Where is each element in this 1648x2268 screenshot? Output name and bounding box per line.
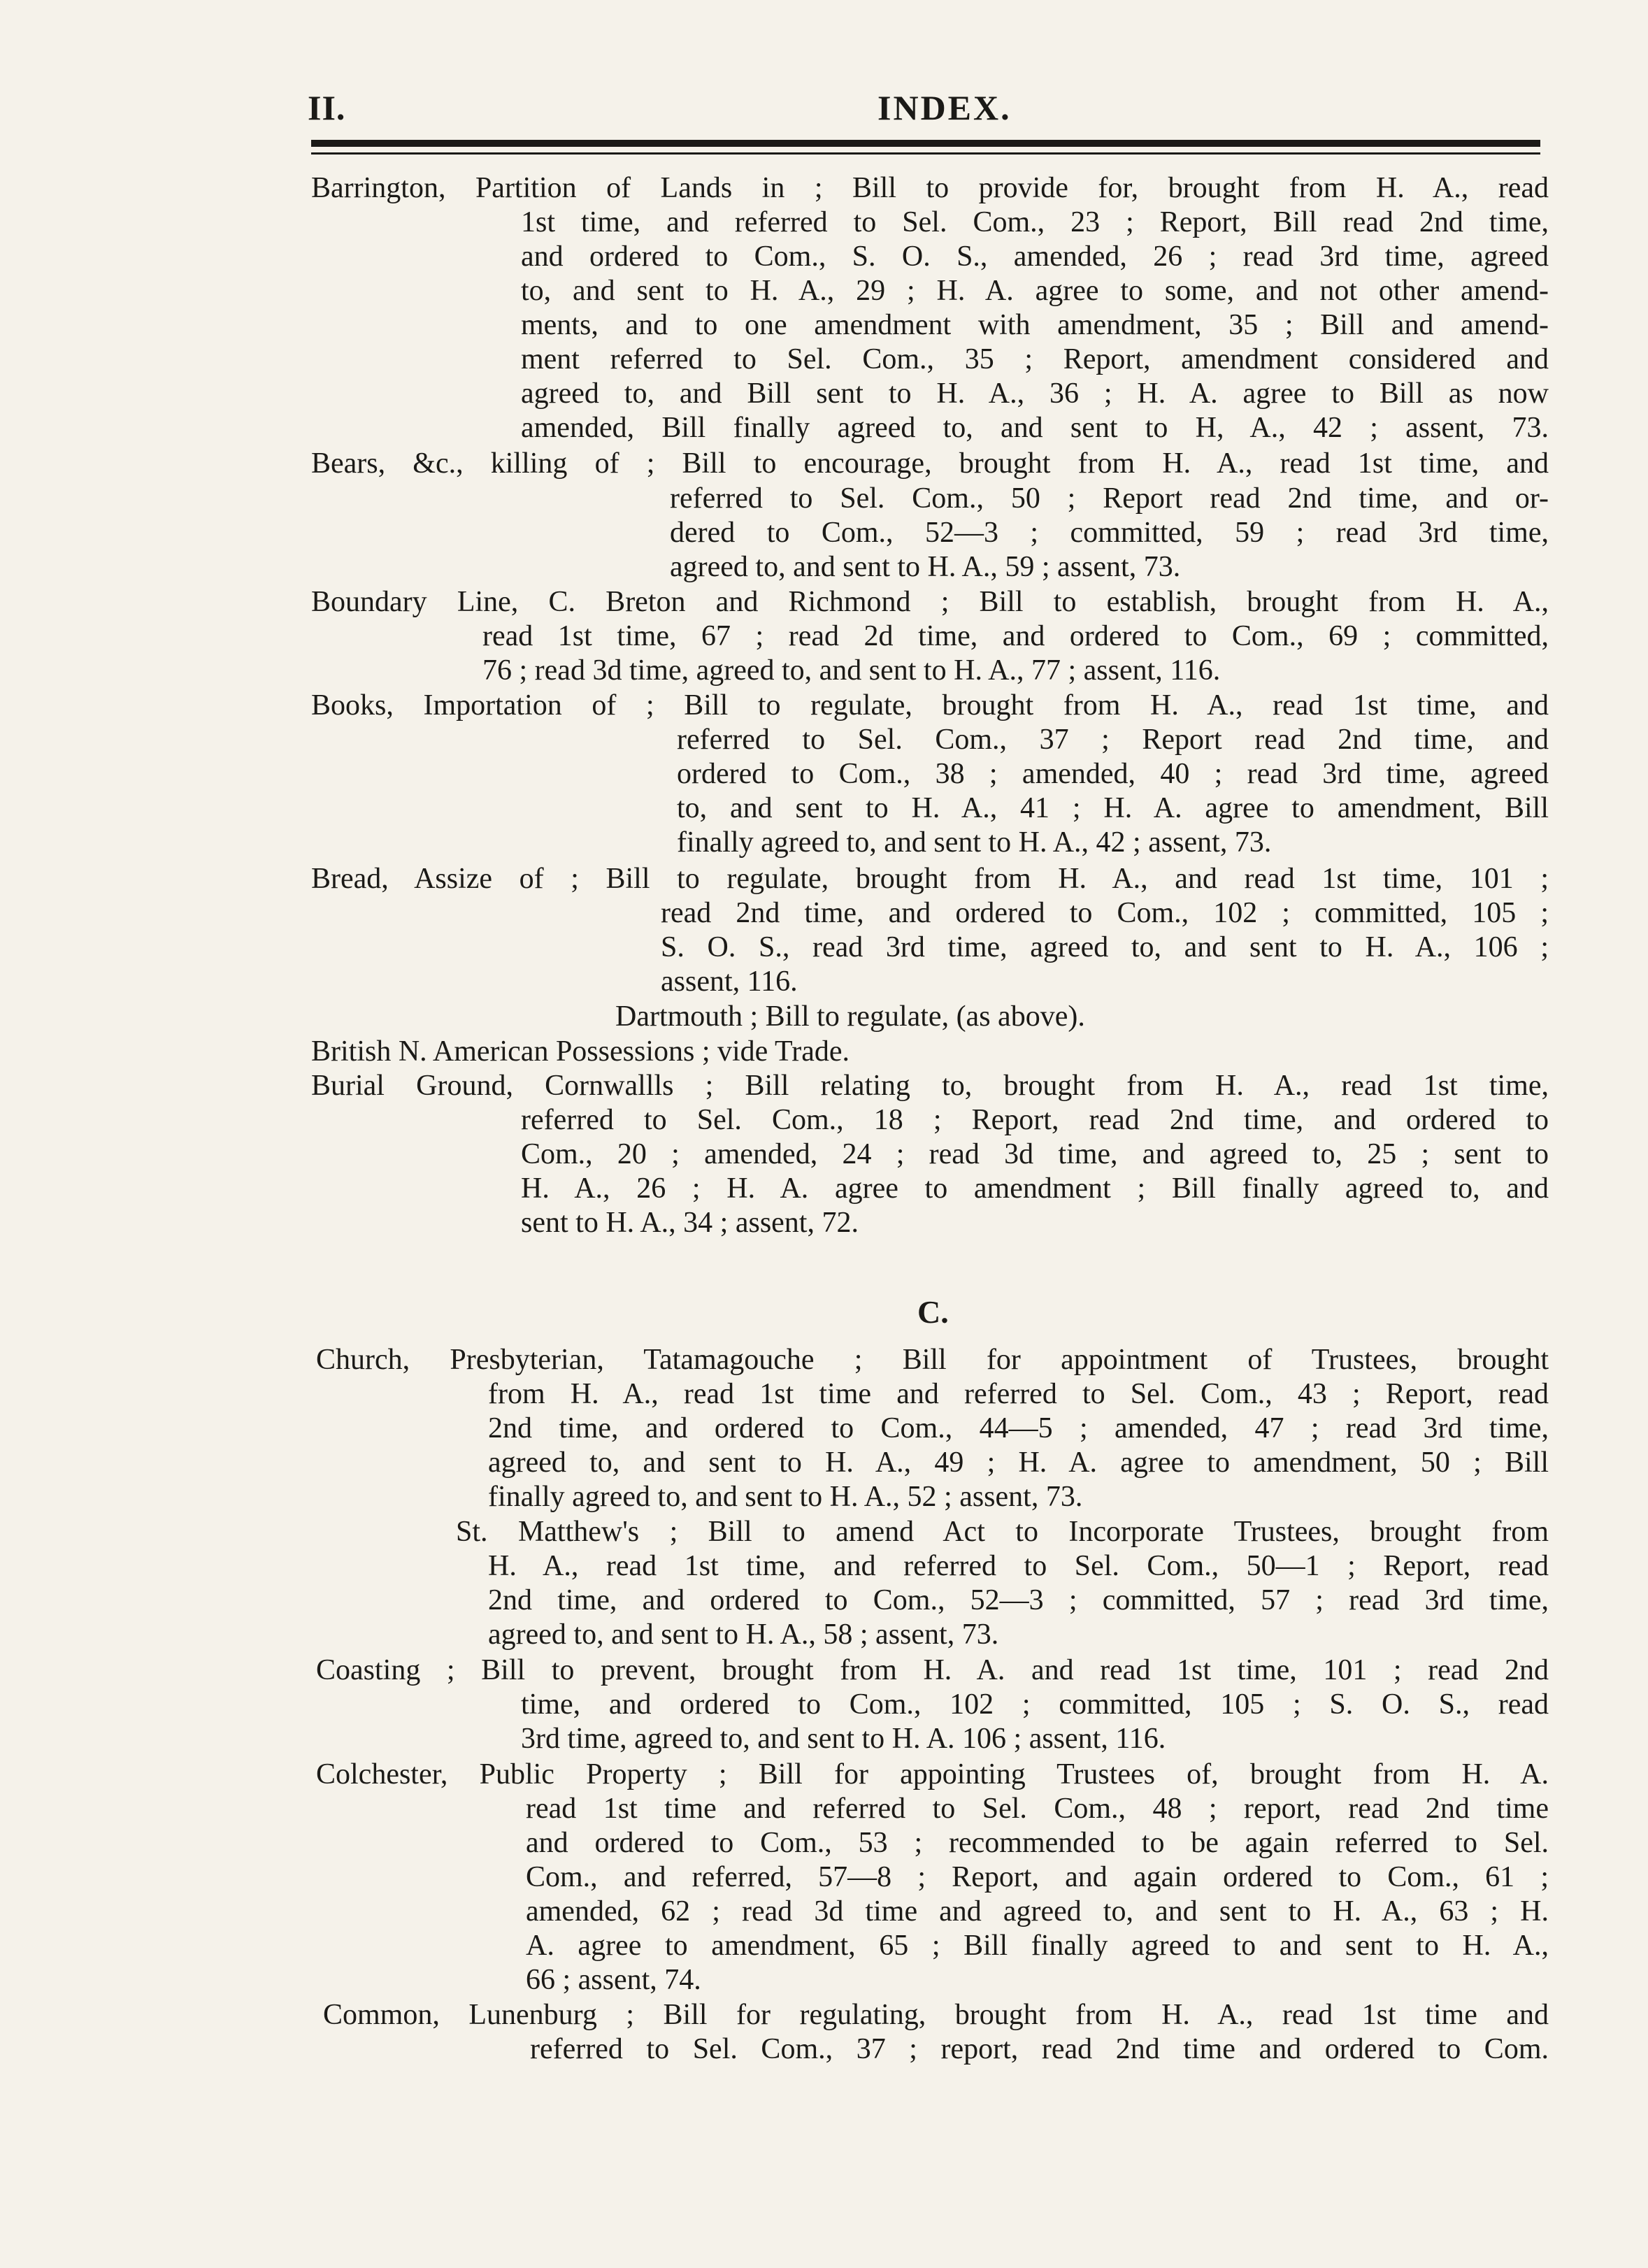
index-line: Coasting ; Bill to prevent, brought from H. A. and read 1st time, 101 ; read 2nd — [316, 1654, 1549, 1686]
index-line: ment referred to Sel. Com., 35 ; Report, amendment considered and — [521, 343, 1549, 375]
index-line: 3rd time, agreed to, and sent to H. A. 106 ; assent, 116. — [521, 1723, 1166, 1755]
header-rule-thin — [311, 152, 1540, 155]
index-line: and ordered to Com., 53 ; recommended to be again referred to Sel. — [526, 1827, 1549, 1859]
index-line: time, and ordered to Com., 102 ; committed, 105 ; S. O. S., read — [521, 1688, 1549, 1721]
index-line: ordered to Com., 38 ; amended, 40 ; read 3rd time, agreed — [677, 758, 1549, 790]
index-line: Books, Importation of ; Bill to regulate, brought from H. A., read 1st time, and — [311, 689, 1549, 722]
index-line: A. agree to amendment, 65 ; Bill finally agreed to and sent to H. A., — [526, 1930, 1549, 1962]
index-line: ments, and to one amendment with amendment, 35 ; Bill and amend- — [521, 309, 1549, 341]
index-line: to, and sent to H. A., 41 ; H. A. agree to amendment, Bill — [677, 792, 1549, 824]
index-line: amended, 62 ; read 3d time and agreed to, and sent to H. A., 63 ; H. — [526, 1895, 1549, 1928]
index-line: read 1st time and referred to Sel. Com., 48 ; report, read 2nd time — [526, 1793, 1549, 1825]
page-number: II. — [308, 88, 346, 127]
index-line: Com., 20 ; amended, 24 ; read 3d time, and agreed to, 25 ; sent to — [521, 1138, 1549, 1170]
index-line: Common, Lunenburg ; Bill for regulating, brought from H. A., read 1st time and — [323, 1999, 1549, 2031]
index-line: H. A., 26 ; H. A. agree to amendment ; Bill finally agreed to, and — [521, 1172, 1549, 1205]
page-title: INDEX. — [877, 88, 1012, 127]
index-line: Com., and referred, 57—8 ; Report, and again ordered to Com., 61 ; — [526, 1861, 1549, 1893]
index-line: agreed to, and Bill sent to H. A., 36 ; H. A. agree to Bill as now — [521, 378, 1549, 410]
index-line: agreed to, and sent to H. A., 59 ; assent, 73. — [670, 551, 1181, 583]
index-line: Barrington, Partition of Lands in ; Bill to provide for, brought from H. A., read — [311, 172, 1549, 204]
index-line: 1st time, and referred to Sel. Com., 23 ; Report, Bill read 2nd time, — [521, 206, 1549, 238]
index-line: finally agreed to, and sent to H. A., 42 ; assent, 73. — [677, 826, 1272, 859]
index-line: from H. A., read 1st time and referred to Sel. Com., 43 ; Report, read — [488, 1378, 1549, 1410]
index-line: Colchester, Public Property ; Bill for appointing Trustees of, brought from H. A. — [316, 1758, 1549, 1790]
index-line: referred to Sel. Com., 50 ; Report read 2nd time, and or- — [670, 482, 1549, 515]
index-line: 76 ; read 3d time, agreed to, and sent to H. A., 77 ; assent, 116. — [482, 654, 1221, 687]
index-line: referred to Sel. Com., 37 ; report, read 2nd time and ordered to Com. — [530, 2033, 1549, 2065]
index-line: British N. American Possessions ; vide Trade. — [311, 1035, 850, 1068]
index-line: 66 ; assent, 74. — [526, 1964, 701, 1996]
index-line: amended, Bill finally agreed to, and sent to H, A., 42 ; assent, 73. — [521, 412, 1549, 444]
index-line: Bread, Assize of ; Bill to regulate, brought from H. A., and read 1st time, 101 ; — [311, 863, 1549, 895]
index-line: referred to Sel. Com., 18 ; Report, read 2nd time, and ordered to — [521, 1104, 1549, 1136]
index-line: agreed to, and sent to H. A., 58 ; assent, 73. — [488, 1619, 999, 1651]
index-line: Burial Ground, Cornwallls ; Bill relating to, brought from H. A., read 1st time, — [311, 1070, 1549, 1102]
index-line: referred to Sel. Com., 37 ; Report read 2nd time, and — [677, 724, 1549, 756]
index-line: S. O. S., read 3rd time, agreed to, and sent to H. A., 106 ; — [661, 931, 1549, 963]
index-line: Boundary Line, C. Breton and Richmond ; Bill to establish, brought from H. A., — [311, 586, 1549, 618]
index-line: St. Matthew's ; Bill to amend Act to Incorporate Trustees, brought from — [456, 1516, 1549, 1548]
index-line: read 1st time, 67 ; read 2d time, and ordered to Com., 69 ; committed, — [482, 620, 1549, 652]
index-line: H. A., read 1st time, and referred to Sel. Com., 50—1 ; Report, read — [488, 1550, 1549, 1582]
index-line: Bears, &c., killing of ; Bill to encourage, brought from H. A., read 1st time, and — [311, 447, 1549, 480]
index-line: read 2nd time, and ordered to Com., 102 ; committed, 105 ; — [661, 897, 1549, 929]
section-letter: C. — [917, 1294, 949, 1330]
header-rule-thick — [311, 140, 1540, 147]
index-line: assent, 116. — [661, 966, 798, 998]
index-line: agreed to, and sent to H. A., 49 ; H. A. agree to amendment, 50 ; Bill — [488, 1447, 1549, 1479]
index-line: dered to Com., 52—3 ; committed, 59 ; read 3rd time, — [670, 517, 1549, 549]
index-line: 2nd time, and ordered to Com., 52—3 ; committed, 57 ; read 3rd time, — [488, 1584, 1549, 1616]
index-line: Church, Presbyterian, Tatamagouche ; Bill for appointment of Trustees, brought — [316, 1344, 1549, 1376]
index-line: and ordered to Com., S. O. S., amended, 26 ; read 3rd time, agreed — [521, 241, 1549, 273]
index-line: 2nd time, and ordered to Com., 44—5 ; amended, 47 ; read 3rd time, — [488, 1412, 1549, 1444]
index-line: finally agreed to, and sent to H. A., 52 ; assent, 73. — [488, 1481, 1083, 1513]
index-line: to, and sent to H. A., 29 ; H. A. agree to some, and not other amend- — [521, 275, 1549, 307]
index-line: Dartmouth ; Bill to regulate, (as above). — [615, 1000, 1085, 1033]
index-line: sent to H. A., 34 ; assent, 72. — [521, 1207, 859, 1239]
